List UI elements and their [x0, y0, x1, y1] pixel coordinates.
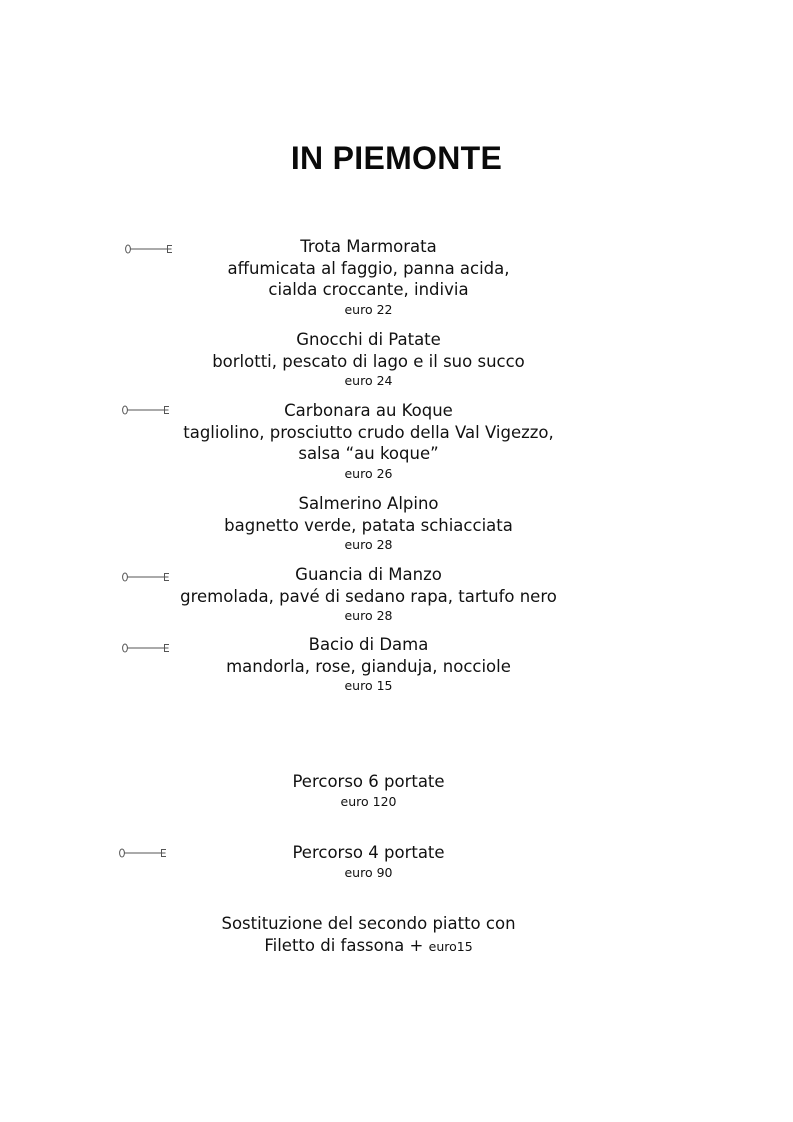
- course-name: Percorso 6 portate: [292, 772, 445, 791]
- dish-item: [0, 564, 737, 624]
- dish-price: euro 15: [344, 678, 393, 693]
- dish-name: Gnocchi di Patate: [296, 330, 441, 349]
- dish-name: Guancia di Manzo: [295, 565, 442, 584]
- tasting-course: [0, 842, 737, 881]
- dish-name: Carbonara au Koque: [284, 401, 453, 420]
- dish-description: gremolada, pavé di sedano rapa, tartufo nero: [180, 586, 557, 606]
- dish-price: euro 28: [344, 608, 393, 623]
- dish-item: [0, 400, 737, 482]
- dish-item: [0, 329, 737, 389]
- fork-icon: [122, 243, 178, 255]
- dish-price: euro 24: [344, 373, 393, 388]
- dish-description: salsa “au koque”: [298, 444, 439, 463]
- fork-icon: [119, 642, 175, 654]
- dish-item: [0, 236, 737, 318]
- substitution-line: [0, 935, 737, 958]
- dish-item: [0, 634, 737, 694]
- course-price: euro 90: [344, 864, 393, 880]
- dish-description: affumicata al faggio, panna acida,: [227, 258, 510, 278]
- dish-price: euro 22: [344, 301, 393, 317]
- page-title: IN PIEMONTE: [290, 140, 503, 176]
- dish-name: Salmerino Alpino: [298, 494, 439, 513]
- dish-name: Bacio di Dama: [308, 635, 429, 654]
- fork-icon: [119, 571, 175, 583]
- dish-item: [0, 493, 737, 553]
- dish-description: cialda croccante, indivia: [268, 280, 469, 299]
- course-price: euro 120: [340, 793, 397, 809]
- substitution-line: Sostituzione del secondo piatto con: [221, 914, 516, 933]
- substitution-text: Filetto di fassona +: [264, 935, 424, 955]
- course-name: Percorso 4 portate: [292, 843, 445, 862]
- tasting-course: [0, 771, 737, 810]
- dish-name: Trota Marmorata: [300, 237, 437, 256]
- fork-icon: [116, 847, 172, 859]
- fork-icon: [119, 404, 175, 416]
- dish-description: tagliolino, prosciutto crudo della Val Vigezzo,: [183, 422, 554, 442]
- dish-price: euro 28: [344, 537, 393, 552]
- dish-description: borlotti, pescato di lago e il suo succo: [212, 351, 525, 371]
- dish-description: bagnetto verde, patata schiacciata: [224, 515, 513, 535]
- substitution-note: [0, 913, 737, 957]
- dish-price: euro 26: [344, 465, 393, 481]
- dish-description: mandorla, rose, gianduja, nocciole: [226, 656, 511, 676]
- substitution-price: euro15: [428, 938, 473, 954]
